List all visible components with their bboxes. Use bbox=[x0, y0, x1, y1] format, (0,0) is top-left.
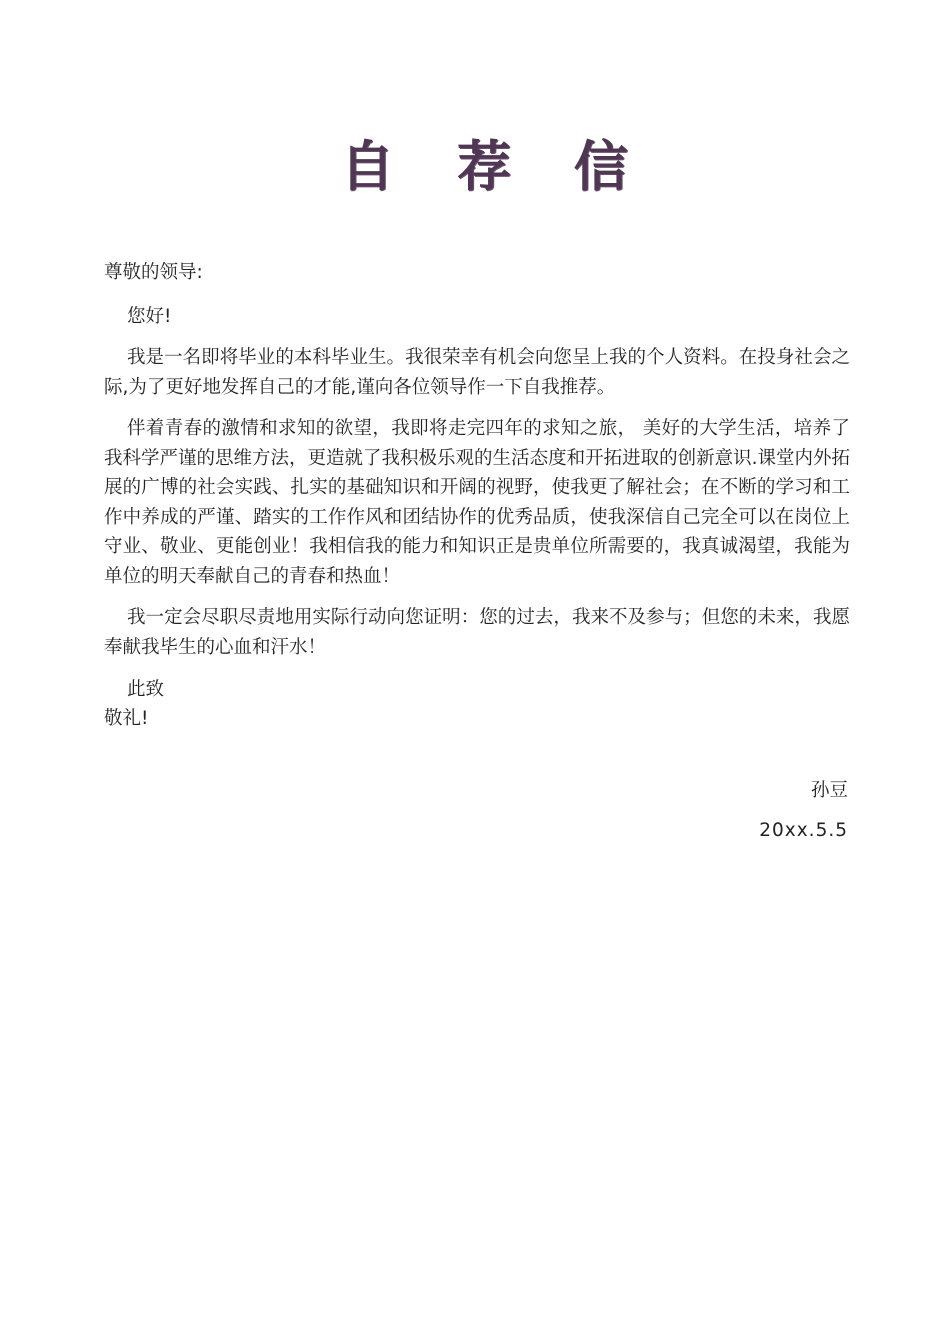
closing-salute: 敬礼! bbox=[104, 708, 149, 729]
closing-phrase: 此致 bbox=[127, 679, 165, 700]
paragraph-intro: 我是一名即将毕业的本科毕业生。我很荣幸有机会向您呈上我的个人资料。在投身社会之际,为了更好地发挥自己的才能,谨向各位领导作一下自我推荐。 bbox=[104, 347, 850, 398]
paragraph-commitment: 我一定会尽职尽责地用实际行动向您证明：您的过去，我来不及参与；但您的未来，我愿奉献我毕生的心血和汗水！ bbox=[104, 607, 850, 658]
letter-date: 20xx.5.5 bbox=[759, 820, 848, 841]
salutation: 尊敬的领导: bbox=[104, 262, 203, 283]
signature: 孙豆 bbox=[810, 780, 848, 801]
greeting: 您好! bbox=[127, 306, 172, 327]
paragraph-experience: 伴着青春的激情和求知的欲望，我即将走完四年的求知之旅， 美好的大学生活，培养了我科学严谨的思维方法，更造就了我积极乐观的生活态度和开拓进取的创新意识.课堂内外拓展的广博的社会实践、扎实的基础知识和开阔的视野，使我更了解社会；在不断的学习和工作中养成的严谨、踏实的工作作风和团结协作的优秀品质，使我深信自己完全可以在岗位上守业、敬业、更能创业！我相信我的能力和知识正是贵单位所需要的，我真诚渴望，我能为单位的明天奉献自己的青春和热血！ bbox=[104, 418, 850, 587]
letter-title: 自 荐 信 bbox=[340, 134, 650, 198]
